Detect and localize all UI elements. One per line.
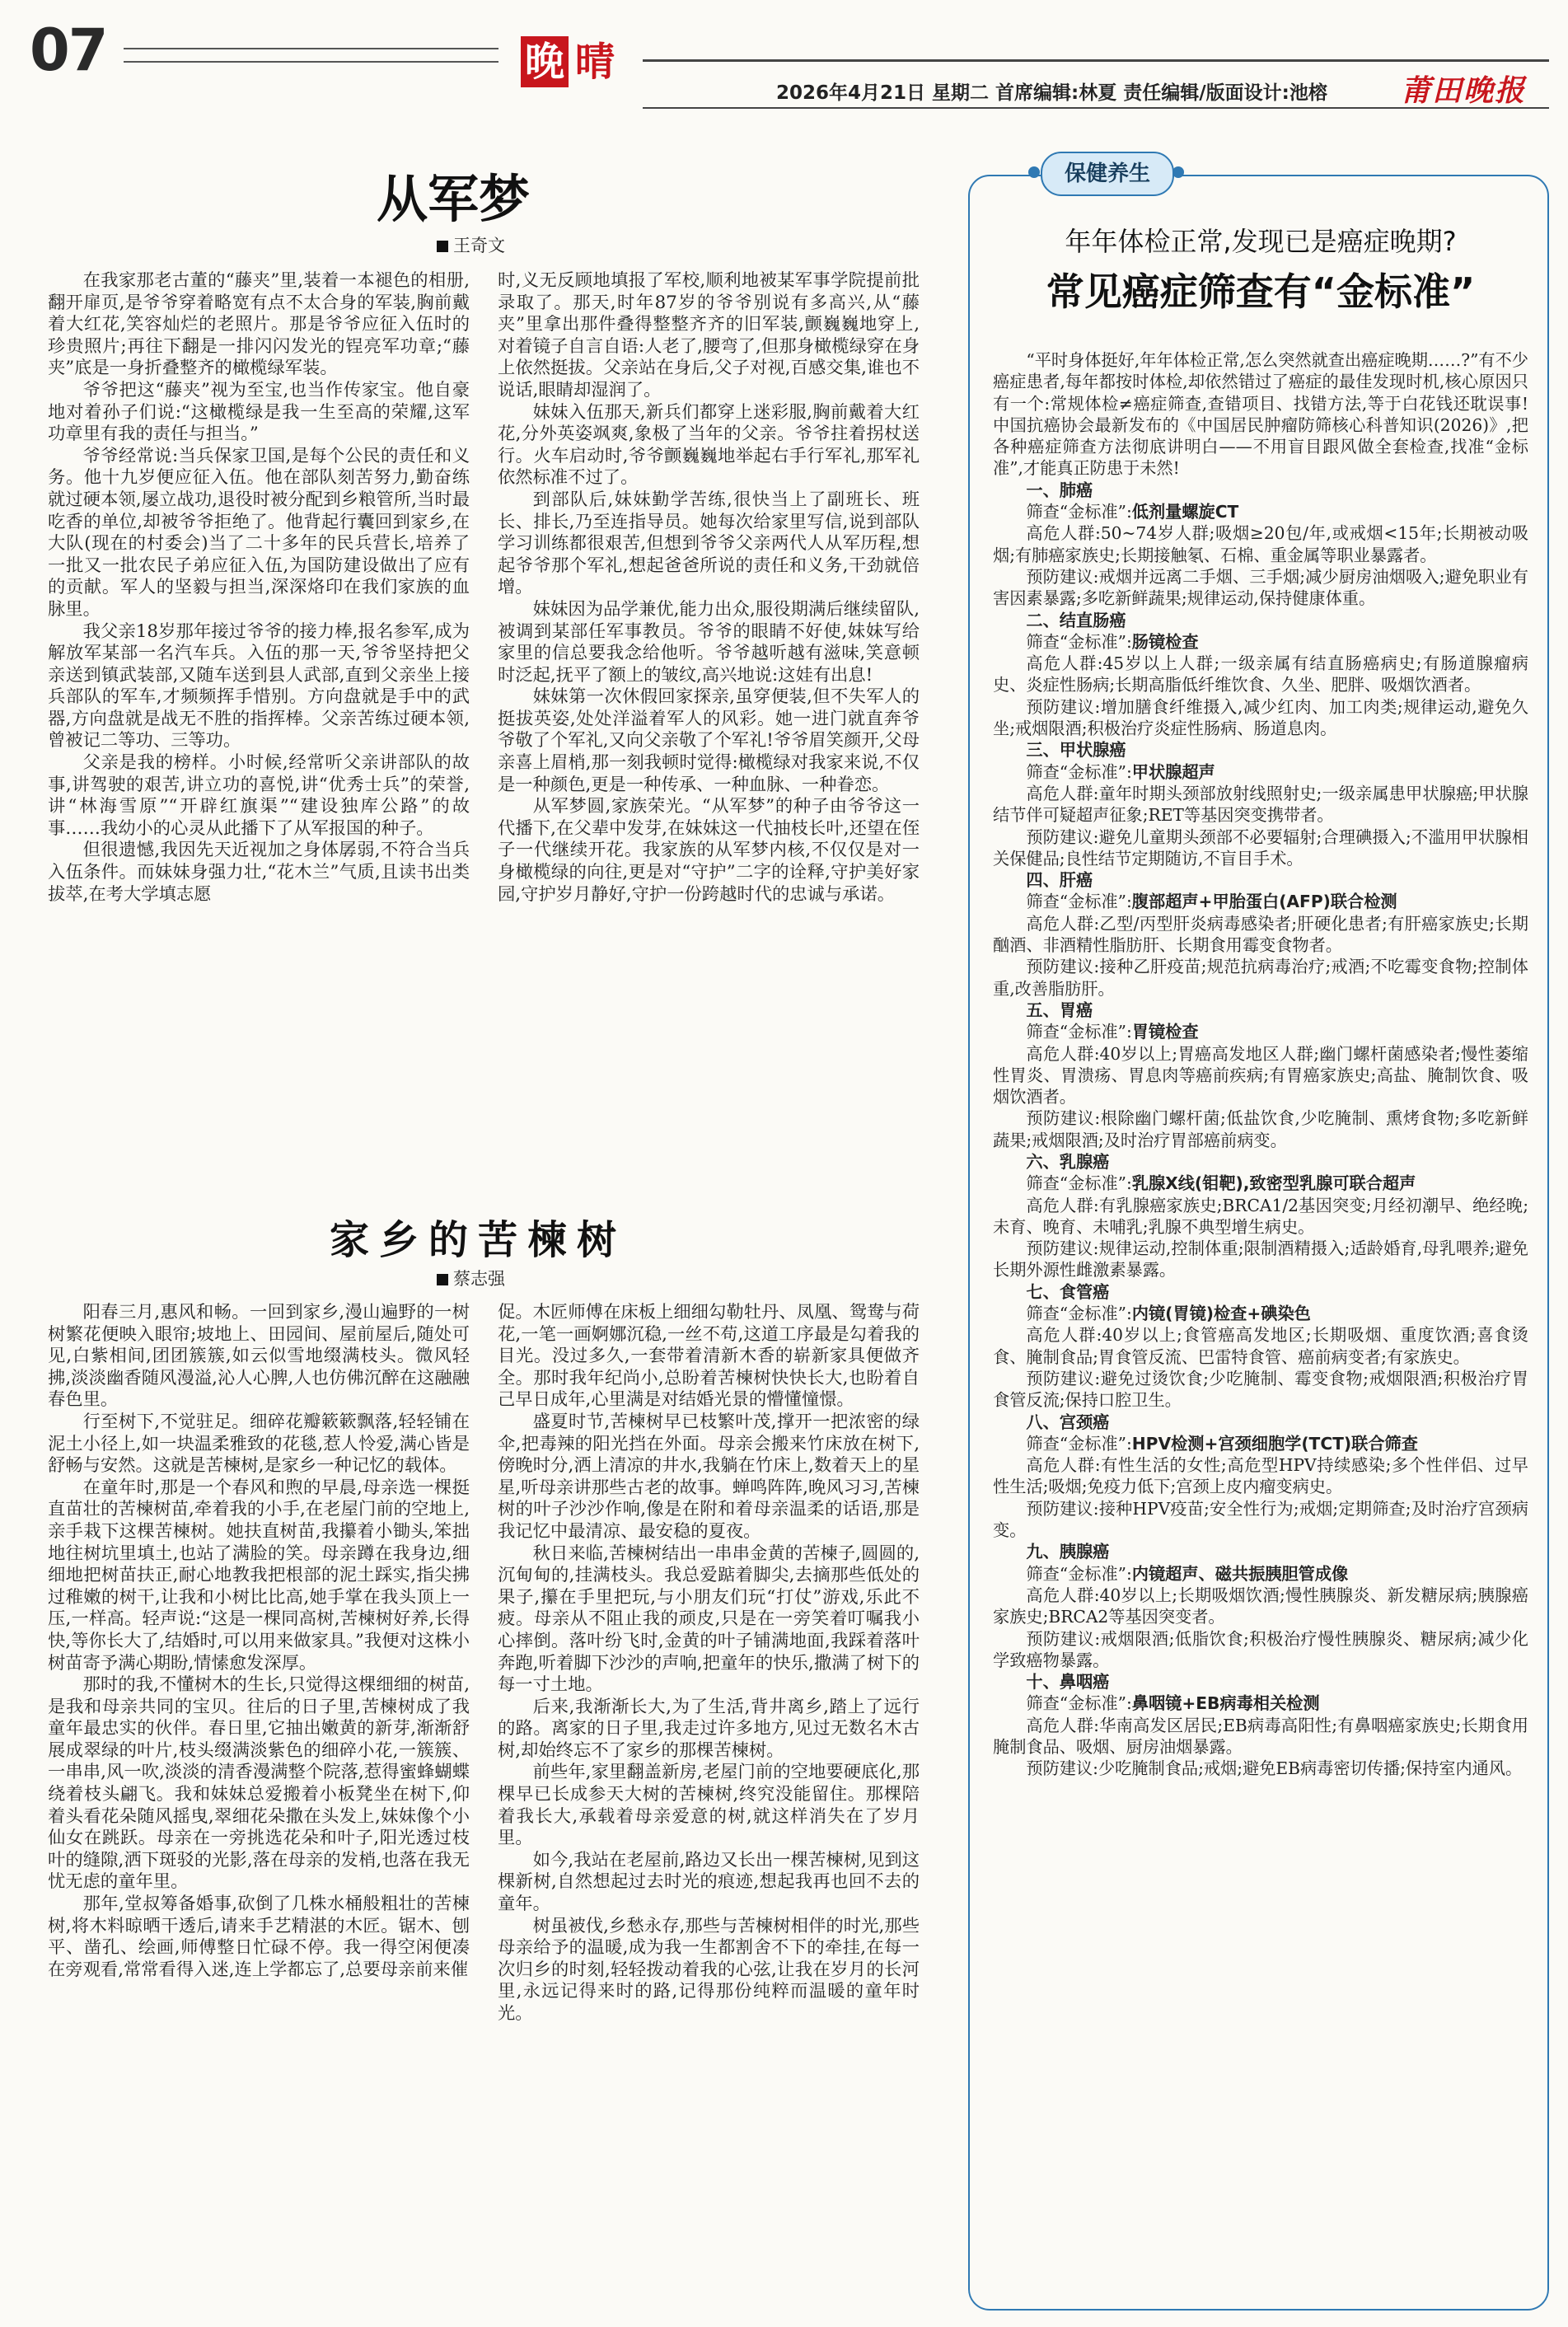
cancer-section <box>993 1541 1528 1671</box>
standard-prefix: 筛查“金标准”: <box>1026 1693 1132 1714</box>
screening-standard <box>993 1693 1528 1714</box>
paragraph: 那年,堂叔筹备婚事,砍倒了几株水桶般粗壮的苦楝树,将木料晾晒干透后,请来手艺精湛的木匠。锯木、刨平、凿孔、绘画,师傅整日忙碌不停。我一得空闲便凑在旁观看,常常看得入迷,连上学都忘了,总要母亲前来催 <box>48 1894 470 1980</box>
screening-standard <box>993 1021 1528 1042</box>
byline-marker <box>437 1274 448 1285</box>
standard-method: 腹部超声+甲胎蛋白(AFP)联合检测 <box>1131 892 1397 912</box>
standard-prefix: 筛查“金标准”: <box>1026 1022 1132 1042</box>
paragraph: 爷爷经常说:当兵保家卫国,是每个公民的责任和义务。他十九岁便应征入伍。他在部队刻苦努力,勤奋练就过硬本领,屡立战功,退役时被分配到乡粮管所,当时最吃香的单位,却被爷爷拒绝了。他背起行囊回到家乡,在大队(现在的村委会)当了二十多年的民兵营长,培养了一批又一批农民子弟应征入伍,为国防建设做出了应有的贡献。军人的坚毅与担当,深深烙印在我们家族的血脉里。 <box>48 445 470 620</box>
paragraph: 爷爷把这“藤夹”视为至宝,也当作传家宝。他自豪地对着孙子们说:“这橄榄绿是我一生至高的荣耀,这军功章里有我的责任与担当。” <box>48 379 470 445</box>
article-byline <box>437 1266 505 1290</box>
paragraph: 行至树下,不觉驻足。细碎花瓣簌簌飘落,轻轻铺在泥土小径上,如一块温柔雅致的花毯,惹人怜爱,满心皆是舒畅与安然。这就是苦楝树,是家乡一种记忆的载体。 <box>48 1411 470 1477</box>
section-heading: 七、食管癌 <box>1026 1281 1110 1302</box>
section-heading: 十、鼻咽癌 <box>1026 1672 1110 1693</box>
prevention-advice: 预防建议:少吃腌制食品;戒烟;避免EB病毒密切传播;保持室内通风。 <box>1026 1758 1523 1779</box>
prevention-advice: 预防建议:戒烟并远离二手烟、三手烟;减少厨房油烟吸入;避免职业有害因素暴露;多吃新鲜蔬果;规律运动,保持健康体重。 <box>993 566 1528 609</box>
cancer-section <box>993 1671 1528 1779</box>
cancer-section <box>993 1281 1528 1412</box>
paragraph: 秋日来临,苦楝树结出一串串金黄的苦楝子,圆圆的,沉甸甸的,挂满枝头。我总爱踮着脚尖,去摘那些低处的果子,攥在手里把玩,与小朋友们玩“打仗”游戏,乐此不疲。母亲从不阻止我的顽皮,只是在一旁笑着叮嘱我小心摔倒。落叶纷飞时,金黄的叶子铺满地面,我踩着落叶奔跑,听着脚下沙沙的声响,把童年的快乐,撒满了树下的每一寸土地。 <box>498 1543 920 1696</box>
article-column <box>48 1302 470 1981</box>
prevention-advice: 预防建议:根除幽门螺杆菌;低盐饮食,少吃腌制、熏烤食物;多吃新鲜蔬果;戒烟限酒;及时治疗胃部癌前病变。 <box>993 1108 1528 1150</box>
standard-method: 甲状腺超声 <box>1131 761 1215 782</box>
masthead-logo: 莆田晚报 <box>1401 73 1527 108</box>
risk-group: 高危人群:有乳腺癌家族史;BRCA1/2基因突变;月经初潮早、绝经晚;未育、晚育、未哺乳;乳腺不典型增生病史。 <box>993 1195 1528 1237</box>
cancer-section <box>993 480 1528 610</box>
cancer-section-list <box>993 480 1528 1780</box>
cancer-section <box>993 1151 1528 1281</box>
article-title: 从军梦 <box>376 169 530 229</box>
cancer-section <box>993 610 1528 740</box>
section-heading: 九、胰腺癌 <box>1026 1542 1110 1562</box>
page-number: 07 <box>30 16 107 84</box>
paragraph: 父亲是我的榜样。小时候,经常听父亲讲部队的故事,讲驾驶的艰苦,讲立功的喜悦,讲“优秀士兵”的荣誉,讲“林海雪原”“开辟红旗渠”“建设独库公路”的故事……我幼小的心灵从此播下了从军报国的种子。 <box>48 752 470 839</box>
tag-dot <box>1172 166 1184 178</box>
paragraph: 妹妹第一次休假回家探亲,虽穿便装,但不失军人的挺拔英姿,处处洋溢着军人的风彩。她一进门就直奔爷爷敬了个军礼,又向父亲敬了个军礼!爷爷眉笑颜开,父母亲喜上眉梢,那一刻我顿时觉得:橄榄绿对我家来说,不仅是一种颜色,更是一种传承、一种血脉、一种眷恋。 <box>498 686 920 795</box>
paragraph: 但很遗憾,我因先天近视加之身体孱弱,不符合当兵入伍条件。而妹妹身强力壮,“花木兰”气质,且读书出类拔萃,在考大学填志愿 <box>48 840 470 905</box>
cancer-section <box>993 739 1528 869</box>
standard-prefix: 筛查“金标准”: <box>1026 1304 1132 1324</box>
paragraph: 从军梦圆,家族荣光。“从军梦”的种子由爷爷这一代播下,在父辈中发芽,在妹妹这一代抽枝长叶,还望在侄子一代继续开花。我家族的从军梦内核,不仅仅是对一身橄榄绿的向往,更是对“守护”二字的诠释,守护美好家园,守护岁月静好,守护一份跨越时代的忠诚与承诺。 <box>498 796 920 905</box>
standard-prefix: 筛查“金标准”: <box>1026 892 1132 912</box>
header-rule <box>643 59 1549 62</box>
screening-standard <box>993 1173 1528 1194</box>
cancer-section <box>993 1412 1528 1542</box>
screening-standard <box>993 1303 1528 1324</box>
standard-prefix: 筛查“金标准”: <box>1026 1563 1132 1584</box>
standard-prefix: 筛查“金标准”: <box>1026 502 1132 522</box>
author-name: 蔡志强 <box>453 1269 505 1289</box>
risk-group: 高危人群:华南高发区居民;EB病毒高阳性;有鼻咽癌家族史;长期食用腌制食品、吸烟、厨房油烟暴露。 <box>993 1715 1528 1757</box>
prevention-advice: 预防建议:接种乙肝疫苗;规范抗病毒治疗;戒酒;不吃霉变食物;控制体重,改善脂肪肝。 <box>993 957 1528 999</box>
article-column <box>48 270 470 906</box>
screening-standard <box>993 501 1528 522</box>
header-rule <box>124 48 498 49</box>
prevention-advice: 预防建议:接种HPV疫苗;安全性行为;戒烟;定期筛查;及时治疗宫颈病变。 <box>993 1498 1528 1541</box>
paragraph: 我父亲18岁那年接过爷爷的接力棒,报名参军,成为解放军某部一名汽车兵。入伍的那一天,爷爷坚持把父亲送到镇武装部,又随车送到县人武部,直到父亲坐上接兵部队的军车,才频频挥手惜别。方向盘就是手中的武器,方向盘就是战无不胜的指挥棒。父亲苦练过硬本领,曾被记二等功、三等功。 <box>48 620 470 751</box>
cancer-section <box>993 1000 1528 1151</box>
prevention-advice: 预防建议:增加膳食纤维摄入,减少红肉、加工肉类;规律运动,避免久坐;戒烟限酒;积极治疗炎症性肠病、肠道息肉。 <box>993 696 1528 739</box>
standard-method: 胃镜检查 <box>1131 1022 1199 1042</box>
paragraph: 妹妹因为品学兼优,能力出众,服役期满后继续留队,被调到某部任军事教员。爷爷的眼睛不好使,妹妹写给家里的信总要我念给他听。爷爷越听越有滋味,笑意顿时泛起,抚平了额上的皱纹,高兴地说:这娃有出息! <box>498 598 920 686</box>
article-subtitle: 年年体检正常,发现已是癌症晚期? <box>1065 226 1457 257</box>
screening-standard <box>993 631 1528 653</box>
author-name: 王奇文 <box>453 236 505 255</box>
paragraph: 到部队后,妹妹勤学苦练,很快当上了副班长、班长、排长,乃至连指导员。她每次给家里写信,说到部队学习训练都很艰苦,但想到爷爷父亲两代人从军历程,想起爷爷那个军礼,想起爸爸所说的责任和义务,干劲就倍增。 <box>498 489 920 598</box>
risk-group: 高危人群:40岁以上;胃癌高发地区人群;幽门螺杆菌感染者;慢性萎缩性胃炎、胃溃疡、胃息肉等癌前疾病;有胃癌家族史;高盐、腌制饮食、吸烟饮酒者。 <box>993 1043 1528 1107</box>
paragraph: 时,义无反顾地填报了军校,顺利地被某军事学院提前批录取了。那天,时年87岁的爷爷别说有多高兴,从“藤夹”里拿出那件叠得整整齐齐的旧军装,颤巍巍地穿上,对着镜子自言自语:人老了,腰弯了,但那身橄榄绿穿在身上依然挺拔。父亲站在身后,父子对视,百感交集,谁也不说话,眼睛却湿润了。 <box>498 270 920 400</box>
standard-prefix: 筛查“金标准”: <box>1026 1173 1132 1194</box>
standard-prefix: 筛查“金标准”: <box>1026 761 1132 782</box>
column-tag: 保健养生 <box>1041 152 1174 196</box>
article-byline <box>437 232 505 257</box>
paragraph: 妹妹入伍那天,新兵们都穿上迷彩服,胸前戴着大红花,分外英姿飒爽,象极了当年的父亲。爷爷拄着拐杖送行。火车启动时,爷爷颤巍巍地举起右手行军礼,那军礼依然标准不过了。 <box>498 401 920 489</box>
standard-method: 肠镜检查 <box>1131 631 1199 652</box>
standard-prefix: 筛查“金标准”: <box>1026 1433 1132 1454</box>
risk-group: 高危人群:童年时期头颈部放射线照射史;一级亲属患甲状腺癌;甲状腺结节伴可疑超声征象;RET等基因突变携带者。 <box>993 783 1528 826</box>
prevention-advice: 预防建议:规律运动,控制体重;限制酒精摄入;适龄婚育,母乳喂养;避免长期外源性雌激素暴露。 <box>993 1238 1528 1281</box>
standard-method: 内镜(胃镜)检查+碘染色 <box>1131 1304 1311 1324</box>
section-heading: 六、乳腺癌 <box>1026 1151 1110 1172</box>
paragraph: 在我家那老古董的“藤夹”里,装着一本褪色的相册,翻开扉页,是爷爷穿着略宽有点不太合身的军装,胸前戴着大红花,笑容灿烂的老照片。那是爷爷应征入伍时的珍贵照片;再往下翻是一排闪闪发光的锃亮军功章;“藤夹”底是一身折叠整齐的橄榄绿军装。 <box>48 270 470 379</box>
date-editor-line: 2026年4月21日 星期二 首席编辑:林夏 责任编辑/版面设计:池榕 <box>776 82 1327 104</box>
byline-marker <box>437 241 448 252</box>
section-heading: 四、肝癌 <box>1026 870 1093 891</box>
prevention-advice: 预防建议:戒烟限酒;低脂饮食;积极治疗慢性胰腺炎、糖尿病;减少化学致癌物暴露。 <box>993 1628 1528 1670</box>
article-title: 常见癌症筛查有“金标准” <box>1046 269 1476 314</box>
paragraph: 那时的我,不懂树木的生长,只觉得这棵细细的树苗,是我和母亲共同的宝贝。往后的日子里,苦楝树成了我童年最忠实的伙伴。春日里,它抽出嫩黄的新芽,渐渐舒展成翠绿的叶片,枝头缀满淡紫色的细碎小花,一簇簇、一串串,风一吹,淡淡的清香漫满整个院落,惹得蜜蜂蝴蝶绕着枝头翩飞。我和妹妹总爱搬着小板凳坐在树下,仰着头看花朵随风摇曳,翠细花朵撒在头发上,妹妹像个小仙女在跳跃。母亲在一旁挑选花朵和叶子,阳光透过枝叶的缝隙,洒下斑驳的光影,落在母亲的发梢,也落在我无忧无虑的童年里。 <box>48 1674 470 1893</box>
paragraph: 后来,我渐渐长大,为了生活,背井离乡,踏上了远行的路。离家的日子里,我走过许多地方,见过无数名木古树,却始终忘不了家乡的那棵苦楝树。 <box>498 1696 920 1761</box>
risk-group: 高危人群:40岁以上;食管癌高发地区;长期吸烟、重度饮酒;喜食烫食、腌制食品;胃食管反流、巴雷特食管、癌前病变者;有家族史。 <box>993 1325 1528 1367</box>
section-badge: 晚 <box>521 36 569 87</box>
health-article-body <box>993 349 1528 1780</box>
paragraph: 如今,我站在老屋前,路边又长出一棵苦楝树,见到这棵新树,自然想起过去时光的痕迹,想起我再也回不去的童年。 <box>498 1849 920 1915</box>
paragraph: 盛夏时节,苦楝树早已枝繁叶茂,撑开一把浓密的绿伞,把毒辣的阳光挡在外面。母亲会搬来竹床放在树下,傍晚时分,洒上清凉的井水,我躺在竹床上,数着天上的星星,听母亲讲那些古老的故事。蝉鸣阵阵,晚风习习,苦楝树的叶子沙沙作响,像是在附和着母亲温柔的话语,那是我记忆中最清凉、最安稳的夏夜。 <box>498 1411 920 1542</box>
risk-group: 高危人群:40岁以上;长期吸烟饮酒;慢性胰腺炎、新发糖尿病;胰腺癌家族史;BRCA2等基因突变者。 <box>993 1585 1528 1627</box>
tag-dot <box>1028 166 1040 178</box>
article-title: 家乡的苦楝树 <box>329 1217 626 1263</box>
screening-standard <box>993 1563 1528 1585</box>
paragraph: 在童年时,那是一个春风和煦的早晨,母亲选一棵挺直苗壮的苦楝树苗,牵着我的小手,在老屋门前的空地上,亲手栽下这棵苦楝树。她扶直树苗,我攥着小锄头,笨拙地往树坑里填土,也站了满脸的笑。母亲蹲在我身边,细细地把树苗扶正,耐心地教我把根部的泥土踩实,指尖拂过稚嫩的树干,让我和小树比比高,她手掌在我头顶上一压,一样高。轻声说:“这是一棵同高树,苦楝树好养,长得快,等你长大了,结婚时,可以用来做家具。”我便对这株小树苗寄予满心期盼,情愫愈发深厚。 <box>48 1477 470 1674</box>
standard-method: 低剂量螺旋CT <box>1131 502 1239 522</box>
risk-group: 高危人群:乙型/丙型肝炎病毒感染者;肝硬化患者;有肝癌家族史;长期酗酒、非酒精性脂肪肝、长期食用霉变食物者。 <box>993 913 1528 956</box>
section-heading: 三、甲状腺癌 <box>1026 740 1126 761</box>
standard-method: HPV检测+宫颈细胞学(TCT)联合筛查 <box>1131 1433 1418 1454</box>
article-column <box>498 1302 920 2025</box>
screening-standard <box>993 891 1528 912</box>
standard-prefix: 筛查“金标准”: <box>1026 631 1132 652</box>
article-column <box>498 270 920 906</box>
paragraph: 促。木匠师傅在床板上细细勾勒牡丹、凤凰、鸳鸯与荷花,一笔一画婀娜沉稳,一丝不苟,这道工序最是勾着我的目光。没过多久,一套带着清新木香的崭新家具便做齐全。那时我年纪尚小,总盼着苦楝树快快长大,也盼着自己早日成年,心里满是对结婚光景的懵懂憧憬。 <box>498 1302 920 1411</box>
standard-method: 鼻咽镜+EB病毒相关检测 <box>1131 1693 1320 1714</box>
prevention-advice: 预防建议:避免过烫饮食;少吃腌制、霉变食物;戒烟限酒;积极治疗胃食管反流;保持口腔卫生。 <box>993 1368 1528 1411</box>
section-heading: 八、宫颈癌 <box>1026 1412 1110 1432</box>
section-name: 晴 <box>575 39 615 85</box>
intro-paragraph: “平时身体挺好,年年体检正常,怎么突然就查出癌症晚期……?”有不少癌症患者,每年都按时体检,却依然错过了癌症的最佳发现时机,核心原因只有一个:常规体检≠癌症筛查,查错项目、找错方法,等于白花钱还耽误事!中国抗癌协会最新发布的《中国居民肿瘤防筛核心科普知识(2026)》,把各种癌症筛查方法彻底讲明白——不用盲目跟风做全套检查,找准“金标准”,才能真正防患于未然! <box>993 350 1528 479</box>
screening-standard <box>993 1433 1528 1454</box>
paragraph: 阳春三月,惠风和畅。一回到家乡,漫山遍野的一树树繁花便映入眼帘;坡地上、田园间、屋前屋后,随处可见,白紫相间,团团簇簇,如云似雪地缀满枝头。微风轻拂,淡淡幽香随风漫溢,沁人心脾,人也仿佛沉醉在这融融春色里。 <box>48 1302 470 1411</box>
risk-group: 高危人群:50~74岁人群;吸烟≥20包/年,或戒烟<15年;长期被动吸烟;有肺癌家族史;长期接触氡、石棉、重金属等职业暴露者。 <box>993 523 1528 565</box>
section-heading: 五、胃癌 <box>1026 1000 1093 1020</box>
section-heading: 一、肺癌 <box>1026 480 1093 500</box>
standard-method: 内镜超声、磁共振胰胆管成像 <box>1131 1563 1349 1584</box>
prevention-advice: 预防建议:避免儿童期头颈部不必要辐射;合理碘摄入;不滥用甲状腺相关保健品;良性结节定期随访,不盲目手术。 <box>993 826 1528 869</box>
section-heading: 二、结直肠癌 <box>1026 610 1126 630</box>
risk-group: 高危人群:45岁以上人群;一级亲属有结直肠癌病史;有肠道腺瘤病史、炎症性肠病;长期高脂低纤维饮食、久坐、肥胖、吸烟饮酒者。 <box>993 653 1528 695</box>
screening-standard <box>993 761 1528 783</box>
risk-group: 高危人群:有性生活的女性;高危型HPV持续感染;多个性伴侣、过早性生活;吸烟;免疫力低下;宫颈上皮内瘤变病史。 <box>993 1455 1528 1497</box>
standard-method: 乳腺X线(钼靶),致密型乳腺可联合超声 <box>1131 1173 1416 1194</box>
paragraph: 前些年,家里翻盖新房,老屋门前的空地要硬底化,那棵早已长成参天大树的苦楝树,终究没能留住。那棵陪着我长大,承载着母亲爱意的树,就这样消失在了岁月里。 <box>498 1762 920 1849</box>
header-rule <box>124 61 498 63</box>
paragraph: 树虽被伐,乡愁永存,那些与苦楝树相伴的时光,那些母亲给予的温暖,成为我一生都割舍不下的牵挂,在每一次归乡的时刻,轻轻拨动着我的心弦,让我在岁月的长河里,永远记得来时的路,记得那份纯粹而温暖的童年时光。 <box>498 1915 920 2024</box>
cancer-section <box>993 869 1528 1000</box>
